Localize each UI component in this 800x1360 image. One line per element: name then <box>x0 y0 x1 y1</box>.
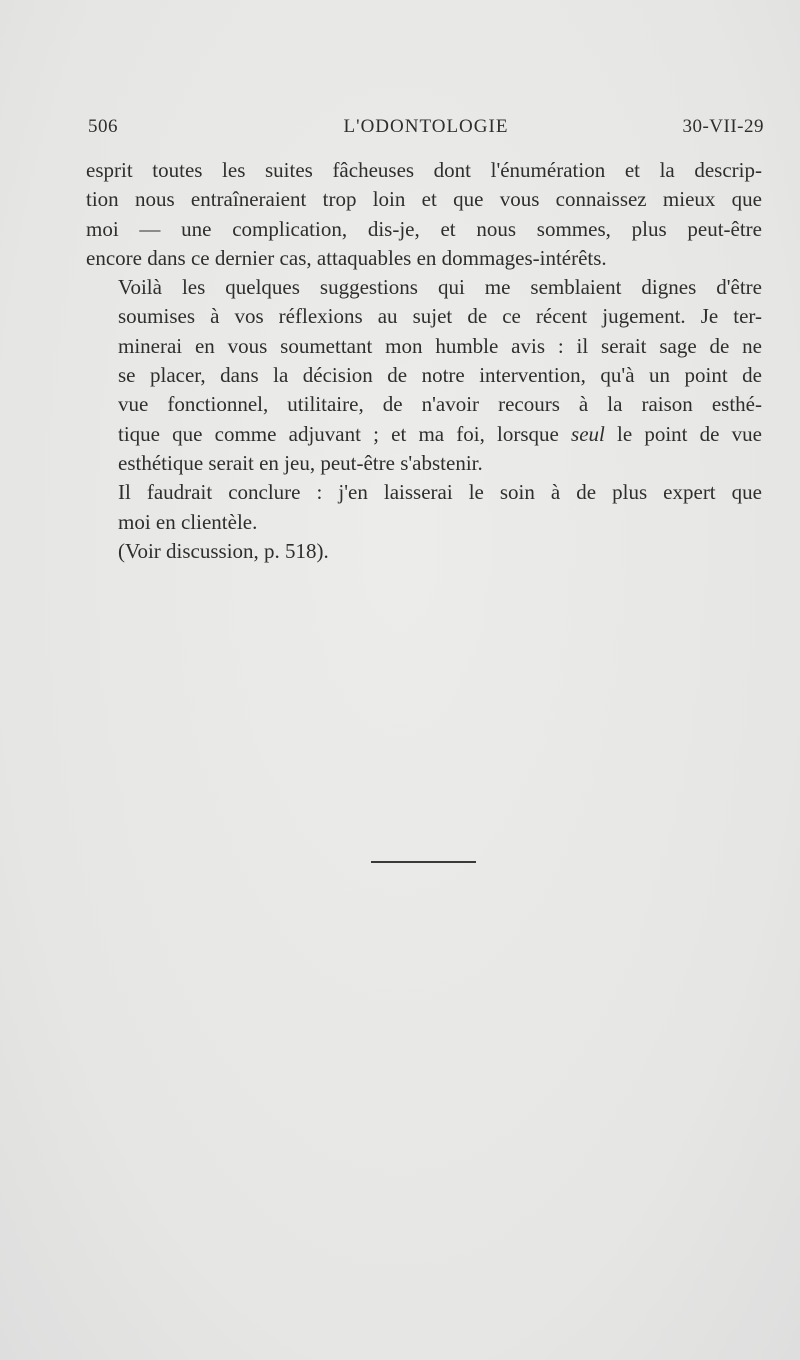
page-number: 506 <box>88 116 118 137</box>
text-line: minerai en vous soumettant mon humble avis : il serait sage de ne <box>118 333 762 358</box>
text-line: tique que comme adjuvant ; et ma foi, lorsque seul le point de vue <box>118 421 762 446</box>
paragraph <box>86 478 762 537</box>
issue-date: 30-VII-29 <box>682 116 764 137</box>
text-line: (Voir discussion, p. 518). <box>118 538 329 563</box>
journal-title: L'ODONTOLOGIE <box>343 116 509 137</box>
running-header <box>88 116 764 144</box>
emphasis: seul <box>571 421 605 446</box>
text-line: vue fonctionnel, utilitaire, de n'avoir recours à la raison esthé- <box>118 392 762 417</box>
text-line: soumises à vos réflexions au sujet de ce récent jugement. Je ter- <box>118 304 762 329</box>
text-line: Voilà les quelques suggestions qui me semblaient dignes d'être <box>118 275 762 300</box>
paragraph <box>86 537 762 566</box>
text-line: moi — une complication, dis-je, et nous sommes, plus peut-être <box>86 216 762 241</box>
paragraph <box>86 156 762 273</box>
paragraph <box>86 273 762 478</box>
text-line: Il faudrait conclure : j'en laisserai le soin à de plus expert que <box>118 480 762 505</box>
text-line: moi en clientèle. <box>118 509 258 534</box>
body-text <box>86 156 762 566</box>
text-line: encore dans ce dernier cas, attaquables en dommages-intérêts. <box>86 245 607 270</box>
text-line: esthétique serait en jeu, peut-être s'abstenir. <box>118 450 483 475</box>
section-divider <box>371 861 476 863</box>
text-line: esprit toutes les suites fâcheuses dont l'énumération et la descrip- <box>86 158 762 182</box>
text-line: tion nous entraîneraient trop loin et que vous connaissez mieux que <box>86 187 762 212</box>
text-line: se placer, dans la décision de notre intervention, qu'à un point de <box>118 363 762 388</box>
